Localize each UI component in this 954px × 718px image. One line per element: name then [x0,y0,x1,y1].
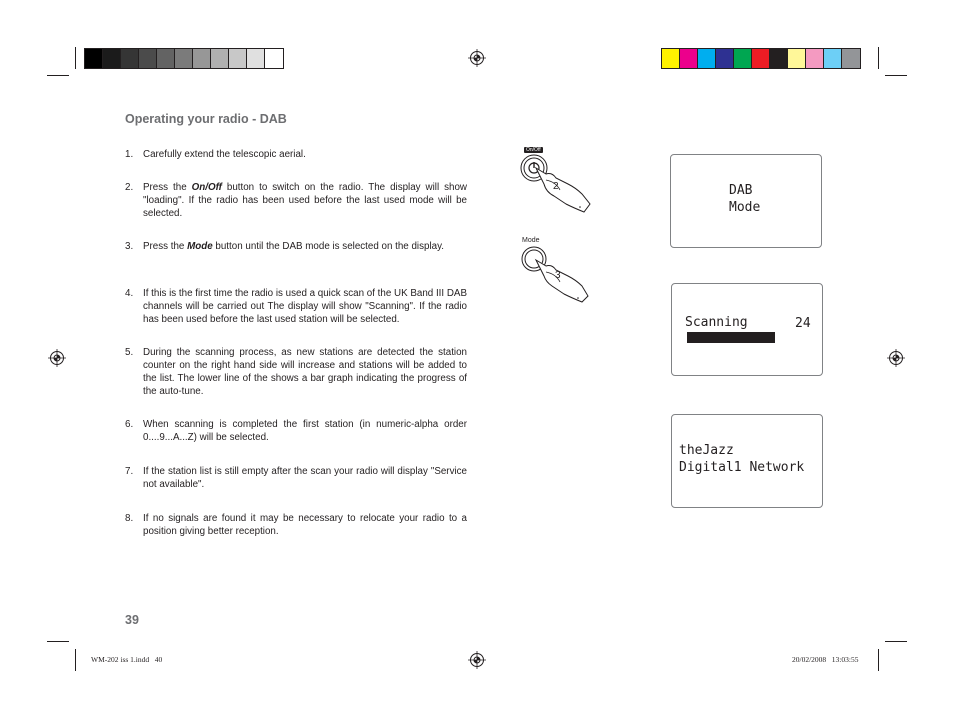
mode-button-illustration [516,236,606,306]
step-number: 3. [125,241,134,252]
registration-mark-icon [468,651,486,669]
station-counter: 24 [795,316,811,331]
lcd-display-scanning [671,283,823,376]
hand-pressing-mode-button-icon [516,246,606,306]
lcd-line-2: Digital1 Network [679,460,805,475]
color-swatch [662,49,680,68]
footer-file-name: WM-202 iss 1.indd 40 [91,655,163,664]
color-swatch [806,49,824,68]
color-swatch [734,49,752,68]
color-swatch [716,49,734,68]
crop-mark [75,649,76,671]
color-swatch [752,49,770,68]
hand-pressing-power-button-icon [516,152,606,214]
color-swatch [139,49,157,68]
step-text: If the station list is still empty after the scan your radio will display "Service not available". [143,466,467,490]
step-text: If this is the first time the radio is used a quick scan of the UK Band III DAB channels will be carried out The display will show "Scanning". If the radio has been used before the last used station will be selected. [143,288,467,325]
crop-mark [47,75,69,76]
registration-mark-icon [48,349,66,367]
lcd-display-dab-mode [670,154,822,248]
crop-mark [47,641,69,642]
color-swatch [229,49,247,68]
onoff-label: On/Off [526,147,541,153]
lcd-display-station [671,414,823,508]
lcd-line-1: Scanning [685,315,748,330]
step-text: When scanning is completed the first station (in numeric-alpha order 0....9...A...Z) will be selected. [143,419,467,443]
color-swatch [103,49,121,68]
step-text: During the scanning process, as new stations are detected the station counter on the right hand side will increase and stations will be added to the list. The lower line of the shows a bar graph indicating the progress of the auto-tune. [143,347,467,397]
step-text: Press the On/Off button to switch on the radio. The display will show "loading". If the radio has been used before the last used mode will be selected. [143,182,468,219]
step-number: 2. [125,182,134,193]
step-number: 1. [125,149,134,160]
color-swatch [842,49,860,68]
crop-mark [885,641,907,642]
lcd-line-1: DAB [729,183,753,198]
color-swatch [698,49,716,68]
mode-label: Mode [522,237,540,244]
color-swatch [175,49,193,68]
crop-mark [878,649,879,671]
process-color-bar [661,48,861,69]
step-number: 8. [125,513,134,524]
lcd-line-1: theJazz [679,443,734,458]
step-callout: 3 [555,270,561,281]
color-swatch [824,49,842,68]
color-swatch [680,49,698,68]
color-swatch [121,49,139,68]
footer-timestamp: 20/02/2008 13:03:55 [792,655,859,664]
registration-mark-icon [468,49,486,67]
registration-mark-icon [887,349,905,367]
step-number: 4. [125,288,134,299]
crop-mark [878,47,879,69]
color-swatch [157,49,175,68]
color-swatch [770,49,788,68]
color-swatch [85,49,103,68]
crop-mark [885,75,907,76]
mode-term: Mode [187,241,213,252]
color-swatch [265,49,283,68]
crop-mark [75,47,76,69]
page-number: 39 [125,613,139,627]
color-swatch [247,49,265,68]
step-callout: 2 [553,181,559,192]
onoff-button-illustration [516,144,606,214]
step-text: Press the Mode button until the DAB mode is selected on the display. [143,241,444,252]
color-swatch [211,49,229,68]
step-number: 6. [125,419,134,430]
step-text: Carefully extend the telescopic aerial. [143,149,306,160]
color-swatch [788,49,806,68]
lcd-line-2: Mode [729,200,761,215]
color-swatch [193,49,211,68]
step-text: If no signals are found it may be necessary to relocate your radio to a position giving better reception. [143,513,467,537]
step-number: 5. [125,347,134,358]
onoff-term: On/Off [191,182,222,193]
grayscale-color-bar [84,48,284,69]
step-number: 7. [125,466,134,477]
scan-progress-bar [687,332,775,343]
page-title: Operating your radio - DAB [125,112,287,126]
